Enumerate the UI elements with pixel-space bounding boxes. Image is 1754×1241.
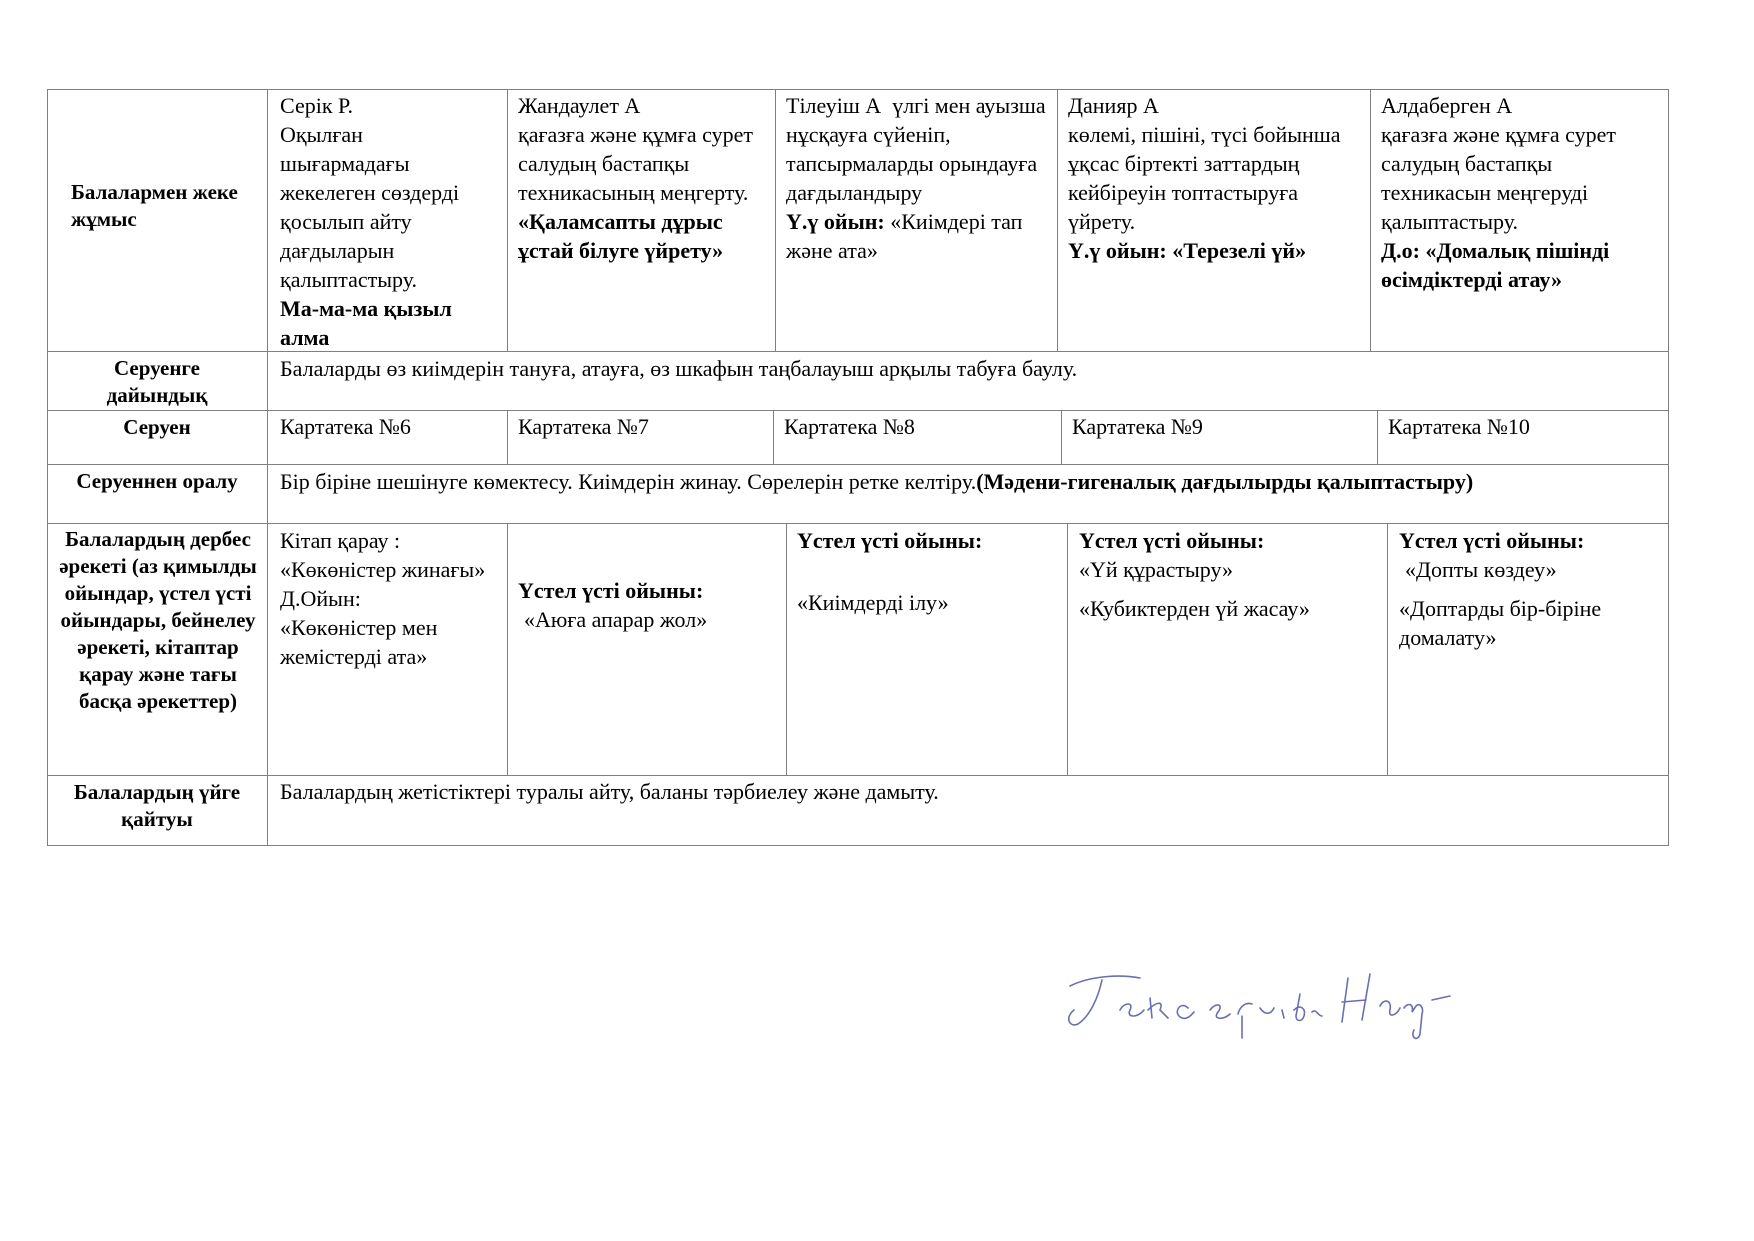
independent-cell-5 <box>1399 526 1661 652</box>
walk-card-4: Картатека №9 <box>1072 414 1203 439</box>
col-divider <box>786 523 787 775</box>
independent-cell-3 <box>797 526 1062 617</box>
game-label: Ү.ү ойын: <box>786 209 885 234</box>
game-title: «Көкөністер мен жемістерді ата» <box>280 615 438 669</box>
independent-cell-1 <box>280 526 502 671</box>
col-divider <box>1067 523 1068 775</box>
return-text-block <box>280 467 1660 496</box>
col-divider <box>507 89 508 351</box>
walk-card-2: Картатека №7 <box>518 414 649 439</box>
independent-cell-2 <box>518 576 780 634</box>
col-divider <box>1387 523 1388 775</box>
task-game: Ма-ма-ма қызыл алма <box>280 296 452 350</box>
row-divider <box>47 775 1669 776</box>
task-text: үлгі мен ауызша нұсқауға сүйеніп, тапсырмаларды орындауға дағдыландыру <box>786 93 1046 205</box>
game-title: «Аюға апарар жол» <box>524 607 708 632</box>
individual-cell-4 <box>1068 91 1358 265</box>
individual-cell-3 <box>786 91 1048 265</box>
child-name: Тілеуіш А <box>786 93 882 118</box>
row-header-walk: Серуен <box>123 415 191 439</box>
walk-prep-text: Балаларды өз киімдерін тануға, атауға, өз шкафын таңбалауыш арқылы табуға баулу. <box>280 356 1078 381</box>
task-game: Ү.ү ойын: «Терезелі үй» <box>1068 238 1307 263</box>
table-border-bottom <box>47 845 1669 846</box>
row-divider <box>47 464 1669 465</box>
col-divider <box>1061 410 1062 464</box>
child-name: Данияр А <box>1068 93 1159 118</box>
game-label: Үстел үсті ойыны: <box>797 528 983 553</box>
return-text: Бір біріне шешінуге көмектесу. Киімдерін жинау. Сөрелерін ретке келтіру. <box>280 469 977 494</box>
row-header-individual: Балалармен жеке жұмыс <box>71 180 238 231</box>
signature-icon <box>1060 958 1480 1048</box>
row-header-walk-prep: Серуенге дайындық <box>106 356 208 407</box>
task-text: көлемі, пішіні, түсі бойынша ұқсас біртекті заттардың кейбіреуін топтастыруға үйрету. <box>1068 122 1341 234</box>
col-divider <box>1370 89 1371 351</box>
table-border-left <box>47 89 48 846</box>
row-header-return: Серуеннен оралу <box>76 469 238 493</box>
walk-card-3: Картатека №8 <box>784 414 915 439</box>
task-game: «Қаламсапты дұрыс ұстай білуге үйрету» <box>518 209 724 263</box>
row-header-independent: Балалардың дербес әрекеті (аз қимылды ойындар, үстел үсті ойындары, бейнелеу әрекеті, кітаптар қарау және тағы басқа әрекеттер) <box>59 527 257 713</box>
col-divider <box>1377 410 1378 464</box>
table-border-top <box>47 89 1669 90</box>
book-label: Кітап қарау : <box>280 528 401 553</box>
individual-cell-1 <box>280 91 495 352</box>
col-divider <box>1057 89 1058 351</box>
table-border-right <box>1668 89 1669 846</box>
task-game: «Киімдері тап және ата» <box>786 209 1023 263</box>
child-name: Жандаулет А <box>518 93 641 118</box>
col-divider <box>773 410 774 464</box>
individual-cell-2 <box>518 91 768 265</box>
row-header-going-home: Балалардың үйге қайтуы <box>73 780 241 831</box>
game-label: Үстел үсті ойыны: <box>1079 528 1265 553</box>
independent-cell-4 <box>1079 526 1379 623</box>
child-name: Алдаберген А <box>1381 93 1513 118</box>
handwritten-signature <box>1060 958 1480 1048</box>
game-label: Үстел үсті ойыны: <box>1399 528 1585 553</box>
going-home-text: Балалардың жетістіктері туралы айту, баланы тәрбиелеу және дамыту. <box>280 779 939 804</box>
task-text: қағазға және құмға сурет салудың бастапқы техникасының меңгерту. <box>518 122 753 205</box>
game-label: Д.Ойын: <box>280 586 361 611</box>
walk-card-1: Картатека №6 <box>280 414 411 439</box>
game-title: «Доптарды бір-біріне домалату» <box>1399 596 1602 650</box>
book-title: «Көкөністер жинағы» <box>280 557 486 582</box>
game-title: «Кубиктерден үй жасау» <box>1079 596 1310 621</box>
game-title: «Киімдерді ілу» <box>797 590 949 615</box>
individual-cell-5 <box>1381 91 1663 294</box>
task-text: қағазға және құмға сурет салудың бастапқы техникасын меңгеруді қалыптастыру. <box>1381 122 1616 234</box>
col-divider <box>507 523 508 775</box>
child-name: Серік Р. <box>280 93 353 118</box>
game-title: «Допты көздеу» <box>1405 557 1557 582</box>
return-note: (Мәдени-гигеналық дағдылырды қалыптастыру) <box>976 469 1474 494</box>
col-divider <box>507 410 508 464</box>
row-divider <box>47 523 1669 524</box>
game-title: «Үй құрастыру» <box>1079 557 1234 582</box>
walk-card-5: Картатека №10 <box>1388 414 1530 439</box>
game-label: Үстел үсті ойыны: <box>518 578 704 603</box>
task-text: Оқылған шығармадағы жекелеген сөздерді қосылып айту дағдыларын қалыптастыру. <box>280 122 460 292</box>
row-divider <box>47 410 1669 411</box>
col-divider <box>775 89 776 351</box>
task-game: Д.о: «Домалық пішінді өсімдіктерді атау» <box>1381 238 1610 292</box>
